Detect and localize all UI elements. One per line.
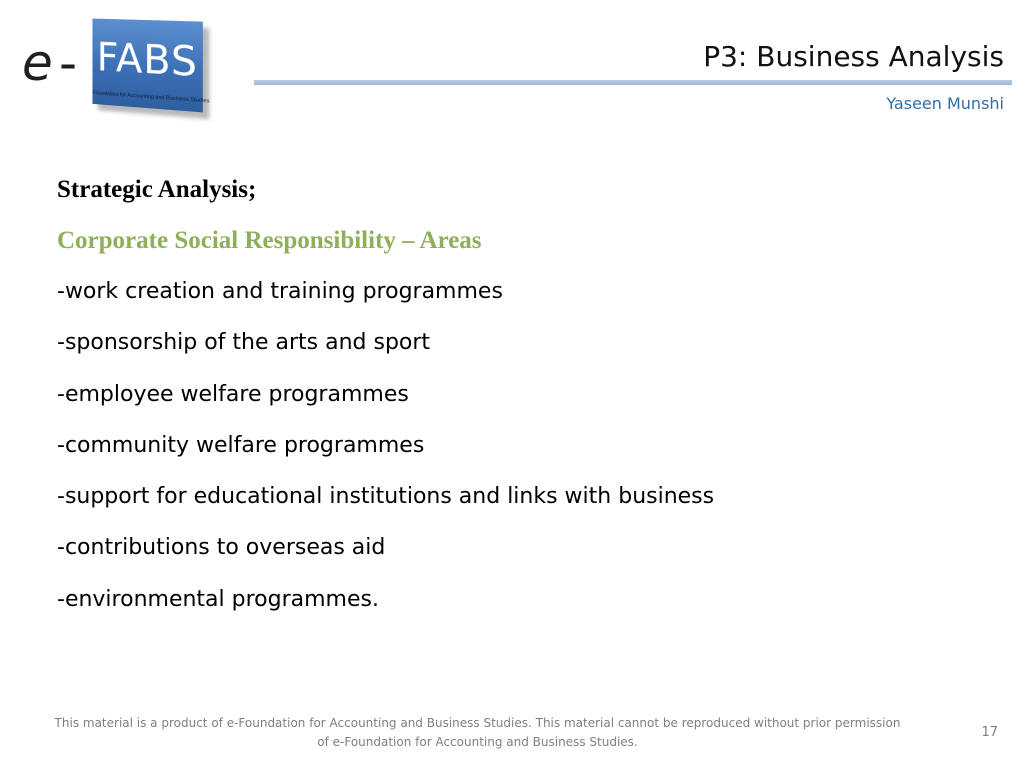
list-item: -work creation and training programmes [57,279,503,304]
list-item: -community welfare programmes [57,432,425,458]
slide-title: P3: Business Analysis [703,40,1004,73]
slide-body [57,164,977,625]
list-item: -sponsorship of the arts and sport [57,330,431,356]
logo-dash: - [59,34,78,92]
copyright-notice [20,714,935,752]
copyright-line-2: of e-Foundation for Accounting and Business Studies. [317,735,638,749]
logo-e-letter: e [22,34,53,92]
logo-brand-text: FABS [96,35,199,87]
section-heading: Strategic Analysis; [57,176,257,203]
section-subheading: Corporate Social Responsibility – Areas [57,227,482,254]
list-item: -contributions to overseas aid [57,535,386,561]
list-item: -environmental programmes. [57,586,379,612]
page-number: 17 [981,725,998,740]
logo-fabs-box [92,18,210,112]
list-item: -employee welfare programmes [57,381,409,407]
author-name: Yaseen Munshi [886,94,1004,113]
efabs-logo [22,18,232,118]
logo-tagline: Foundation for Accounting and Business Studies [92,90,210,105]
list-item: -support for educational institutions and links with business [57,484,715,510]
copyright-line-1: This material is a product of e-Foundation for Accounting and Business Studies. This material cannot be reproduced without prior permission [54,716,901,730]
header-divider [254,80,1012,85]
